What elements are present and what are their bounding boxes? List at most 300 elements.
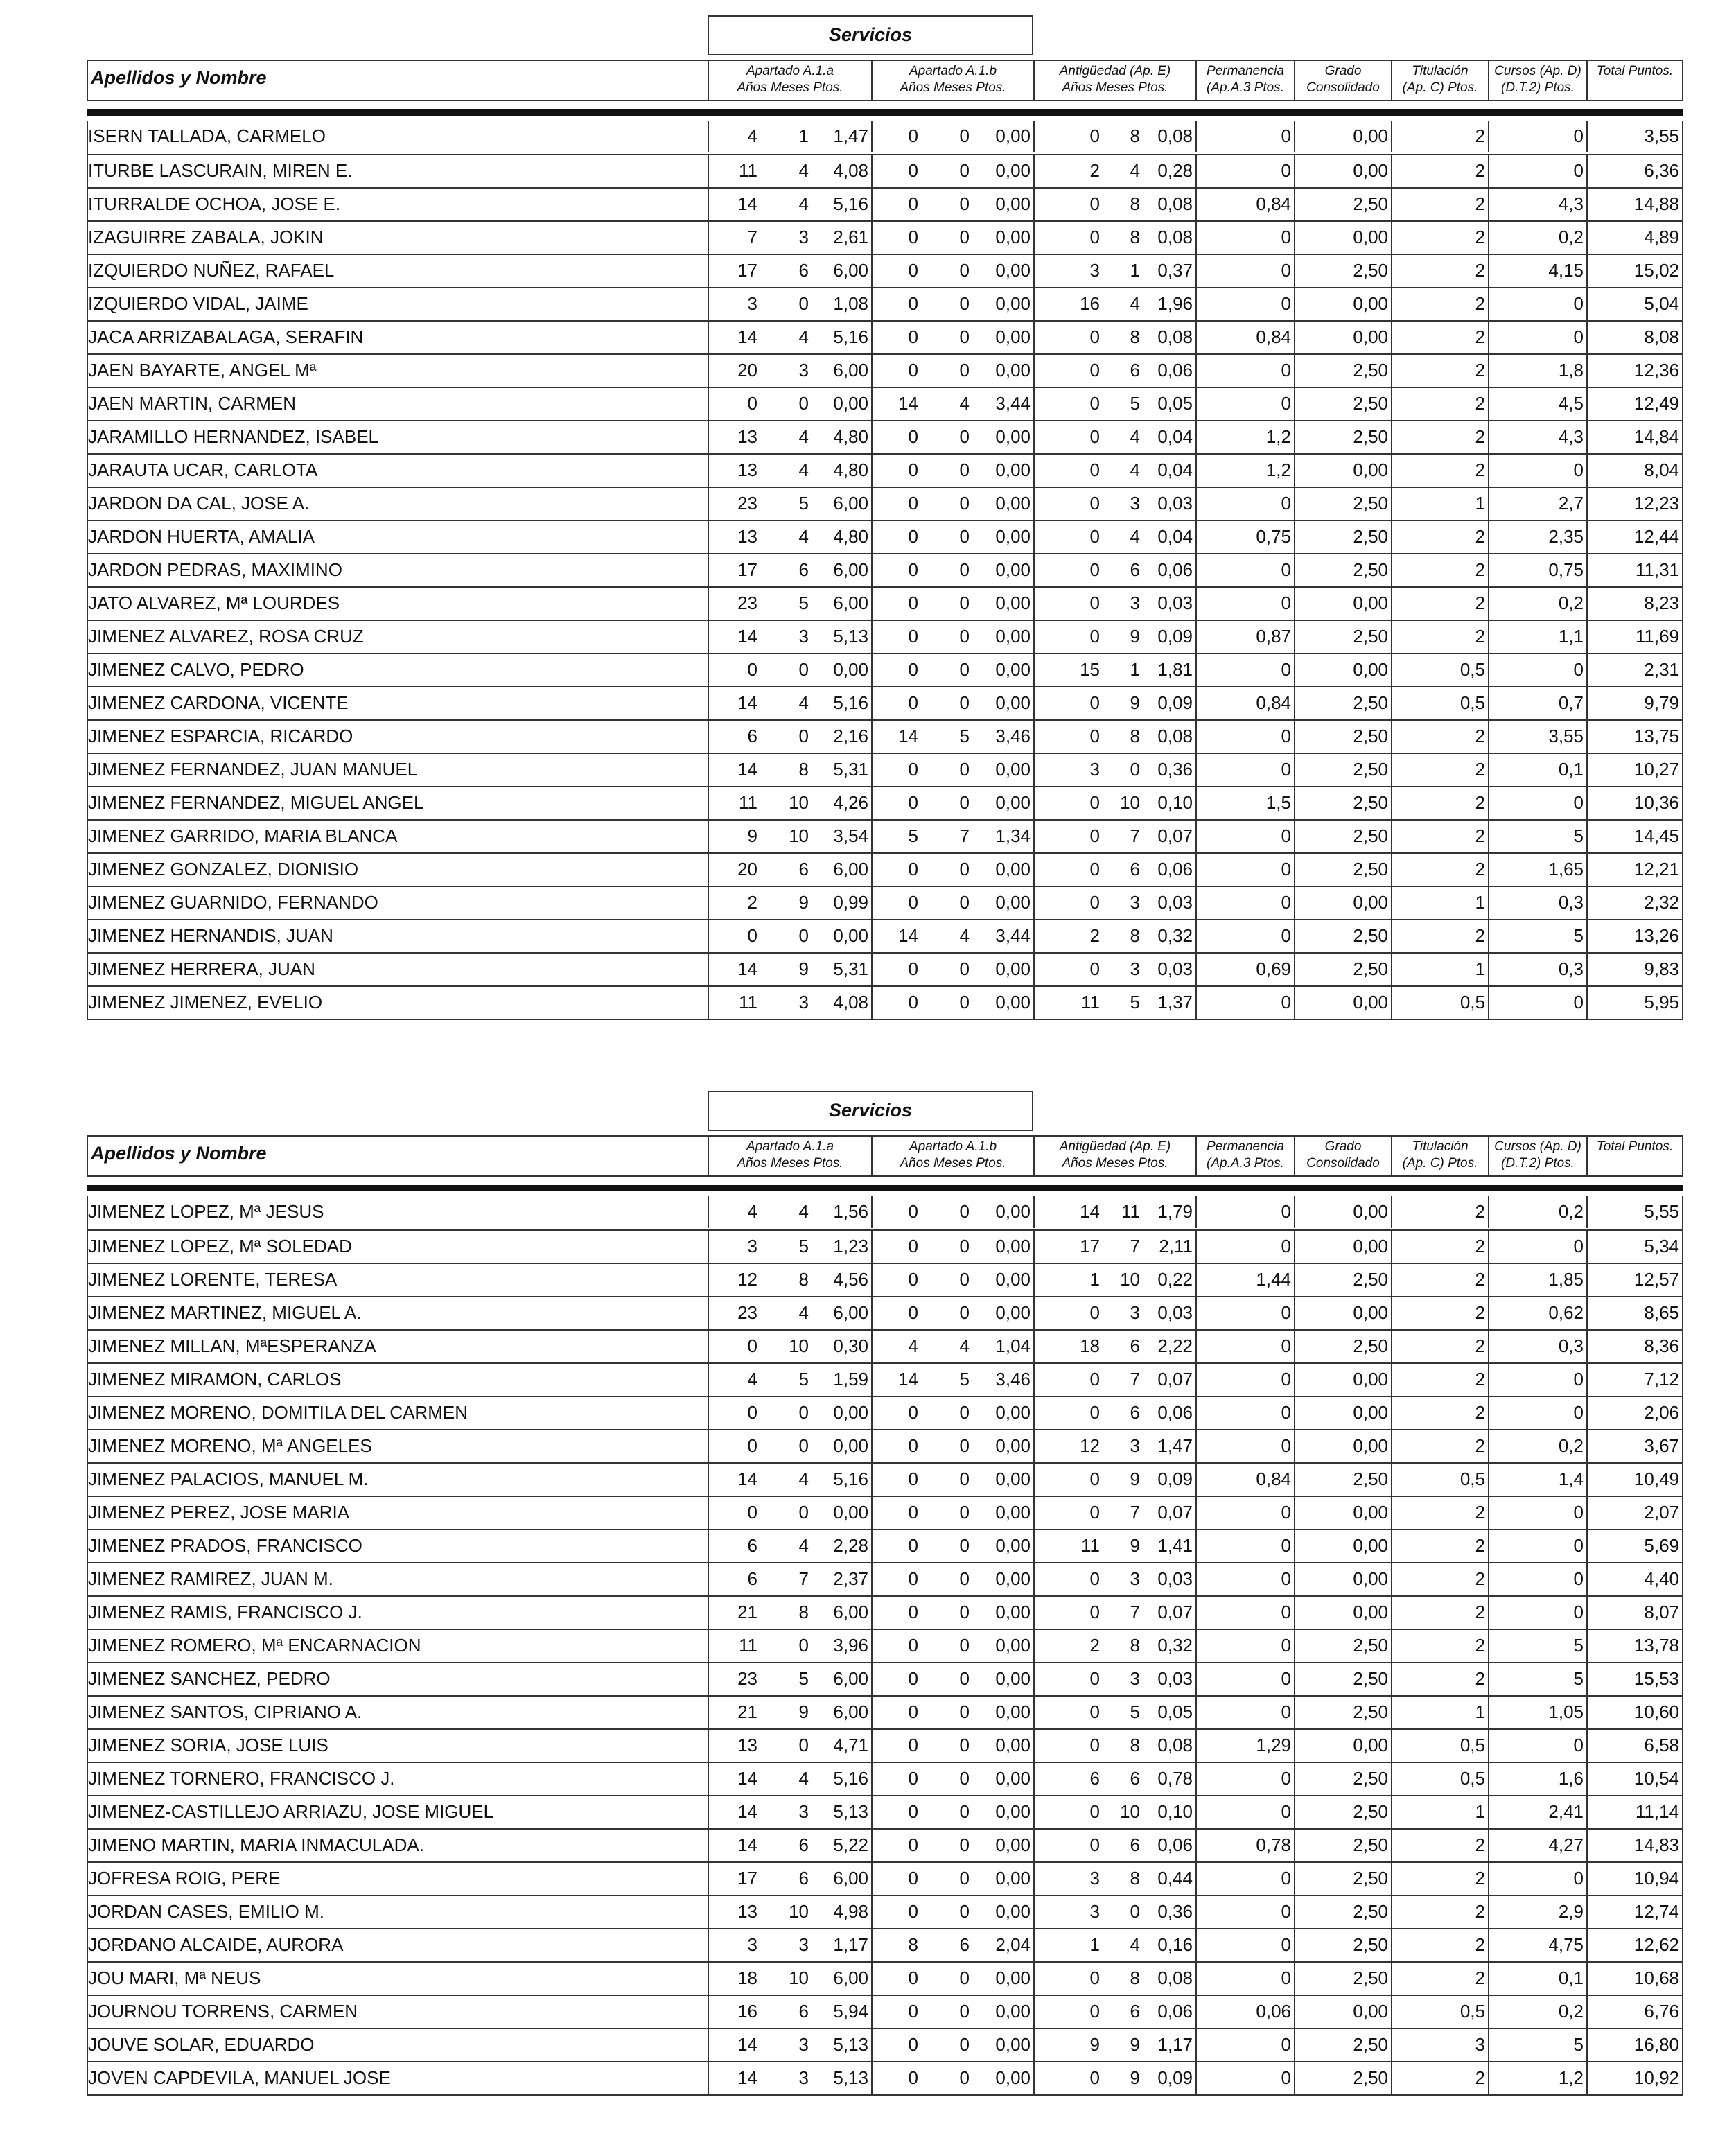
servicios-header: Servicios xyxy=(708,1091,1033,1131)
a1b-months-cell: 0 xyxy=(959,1435,970,1456)
cursos-cell: 5 xyxy=(1488,1630,1586,1662)
table-row xyxy=(88,1529,1682,1562)
a1a-months-cell: 6 xyxy=(798,859,809,879)
a1a-months-cell: 4 xyxy=(798,160,809,181)
table-row xyxy=(88,1263,1682,1296)
a1b-points-cell: 0,00 xyxy=(995,1868,1031,1888)
total-cell: 8,36 xyxy=(1586,1331,1682,1362)
cursos-cell: 1,05 xyxy=(1488,1697,1586,1728)
a1b-points-cell: 3,44 xyxy=(995,925,1031,946)
total-cell: 6,76 xyxy=(1586,1996,1682,2028)
a1b-months-cell: 0 xyxy=(959,1768,970,1789)
a1b-points-cell: 0,00 xyxy=(995,526,1031,547)
col-cursos-header: Cursos (Ap. D) (D.T.2) Ptos. xyxy=(1488,61,1586,100)
grado-cell: 2,50 xyxy=(1294,787,1391,819)
total-cell: 8,23 xyxy=(1586,588,1682,620)
name-cell: JIMENEZ GUARNIDO, FERNANDO xyxy=(88,892,378,913)
table-row xyxy=(88,520,1682,553)
name-cell: JIMENEZ LORENTE, TERESA xyxy=(88,1269,338,1290)
total-cell: 8,65 xyxy=(1586,1297,1682,1329)
a1b-months-cell: 6 xyxy=(959,1934,970,1955)
a1a-months-cell: 0 xyxy=(798,1435,809,1456)
grado-cell: 2,50 xyxy=(1294,1630,1391,1662)
a1a-points-cell: 3,96 xyxy=(833,1635,868,1656)
col-total-header: Total Puntos. xyxy=(1586,61,1682,100)
a1b-months-cell: 0 xyxy=(959,2034,970,2055)
a1a-points-cell: 0,00 xyxy=(833,1402,868,1423)
grado-cell: 0,00 xyxy=(1294,1297,1391,1329)
total-cell: 14,45 xyxy=(1586,821,1682,852)
permanencia-cell: 0 xyxy=(1195,1196,1294,1228)
cursos-cell: 5 xyxy=(1488,1663,1586,1695)
table-row xyxy=(88,1828,1682,1861)
antig-points-cell: 0,28 xyxy=(1157,160,1193,181)
permanencia-cell: 0 xyxy=(1195,1796,1294,1828)
a1b-points-cell: 2,04 xyxy=(995,1934,1031,1955)
a1b-months-cell: 0 xyxy=(959,593,970,613)
grado-cell: 0,00 xyxy=(1294,1996,1391,2028)
grado-cell: 0,00 xyxy=(1294,1196,1391,1228)
table-row xyxy=(88,553,1682,586)
antig-points-cell: 0,06 xyxy=(1157,360,1193,380)
antig-years-cell: 0 xyxy=(1033,1597,1103,1629)
a1b-years-cell: 5 xyxy=(871,821,921,852)
antig-months-cell: 8 xyxy=(1130,1967,1140,1988)
a1a-points-cell: 5,16 xyxy=(833,326,868,347)
a1b-months-cell: 0 xyxy=(959,326,970,347)
a1a-months-cell: 10 xyxy=(789,1335,809,1356)
a1b-months-cell: 0 xyxy=(959,1735,970,1755)
a1b-months-cell: 4 xyxy=(959,1335,970,1356)
a1a-points-cell: 6,00 xyxy=(833,1668,868,1689)
grado-cell: 0,00 xyxy=(1294,1430,1391,1462)
total-cell: 6,58 xyxy=(1586,1730,1682,1762)
name-cell: JARAUTA UCAR, CARLOTA xyxy=(88,459,318,480)
cursos-cell: 0 xyxy=(1488,1397,1586,1429)
cursos-cell: 4,3 xyxy=(1488,421,1586,453)
a1a-years-cell: 14 xyxy=(708,1830,760,1861)
antig-months-cell: 7 xyxy=(1130,1369,1140,1390)
a1a-years-cell: 6 xyxy=(708,721,760,753)
table-row xyxy=(88,353,1682,387)
a1b-points-cell: 0,00 xyxy=(995,1269,1031,1290)
a1b-points-cell: 0,00 xyxy=(995,1735,1031,1755)
a1b-points-cell: 0,00 xyxy=(995,1768,1031,1789)
grado-cell: 2,50 xyxy=(1294,621,1391,653)
total-cell: 12,23 xyxy=(1586,488,1682,520)
total-cell: 5,69 xyxy=(1586,1530,1682,1562)
table-row xyxy=(88,1928,1682,1961)
antig-points-cell: 0,32 xyxy=(1157,925,1193,946)
table-row xyxy=(88,1895,1682,1928)
table-row xyxy=(88,952,1682,985)
a1b-months-cell: 0 xyxy=(959,1668,970,1689)
name-cell: JIMENEZ PRADOS, FRANCISCO xyxy=(88,1535,362,1556)
name-cell: JOVEN CAPDEVILA, MANUEL JOSE xyxy=(88,2067,391,2088)
col-grado-header: Grado Consolidado xyxy=(1294,1137,1391,1175)
permanencia-cell: 0 xyxy=(1195,2029,1294,2061)
grado-cell: 0,00 xyxy=(1294,121,1391,152)
name-cell: JIMENEZ TORNERO, FRANCISCO J. xyxy=(88,1768,395,1789)
permanencia-cell: 1,5 xyxy=(1195,787,1294,819)
name-cell: JIMENEZ HERRERA, JUAN xyxy=(88,958,315,979)
a1b-months-cell: 0 xyxy=(959,992,970,1013)
name-cell: JOURNOU TORRENS, CARMEN xyxy=(88,2001,358,2022)
a1a-points-cell: 4,80 xyxy=(833,526,868,547)
permanencia-cell: 0 xyxy=(1195,1663,1294,1695)
name-cell: JIMENEZ GONZALEZ, DIONISIO xyxy=(88,859,359,879)
permanencia-cell: 0 xyxy=(1195,2062,1294,2094)
titulacion-cell: 2 xyxy=(1391,388,1488,420)
antig-months-cell: 8 xyxy=(1130,726,1140,746)
a1a-points-cell: 0,00 xyxy=(833,1435,868,1456)
antig-months-cell: 1 xyxy=(1130,659,1140,680)
table-row xyxy=(88,819,1682,852)
total-cell: 4,89 xyxy=(1586,222,1682,254)
grado-cell: 2,50 xyxy=(1294,687,1391,719)
titulacion-cell: 2 xyxy=(1391,121,1488,152)
a1b-years-cell: 14 xyxy=(871,388,921,420)
cursos-cell: 0,2 xyxy=(1488,1996,1586,2028)
a1b-years-cell: 0 xyxy=(871,954,921,985)
a1a-years-cell: 20 xyxy=(708,355,760,387)
col-titulacion-header: Titulación (Ap. C) Ptos. xyxy=(1391,1137,1488,1175)
cursos-cell: 1,6 xyxy=(1488,1763,1586,1795)
permanencia-cell: 1,2 xyxy=(1195,455,1294,487)
antig-months-cell: 9 xyxy=(1130,626,1140,647)
antig-years-cell: 0 xyxy=(1033,121,1103,152)
a1b-months-cell: 0 xyxy=(959,260,970,281)
a1a-years-cell: 20 xyxy=(708,854,760,886)
a1b-points-cell: 0,00 xyxy=(995,2067,1031,2088)
a1a-points-cell: 6,00 xyxy=(833,1967,868,1988)
total-cell: 14,84 xyxy=(1586,421,1682,453)
a1b-points-cell: 0,00 xyxy=(995,1801,1031,1822)
antig-years-cell: 1 xyxy=(1033,1264,1103,1296)
titulacion-cell: 2 xyxy=(1391,1264,1488,1296)
a1b-years-cell: 0 xyxy=(871,189,921,220)
total-cell: 2,07 xyxy=(1586,1497,1682,1529)
total-cell: 11,69 xyxy=(1586,621,1682,653)
cursos-cell: 0 xyxy=(1488,1497,1586,1529)
cursos-cell: 0 xyxy=(1488,987,1586,1019)
permanencia-cell: 1,44 xyxy=(1195,1264,1294,1296)
a1a-months-cell: 3 xyxy=(798,1801,809,1822)
a1b-years-cell: 0 xyxy=(871,355,921,387)
a1a-points-cell: 5,16 xyxy=(833,1469,868,1489)
a1b-years-cell: 0 xyxy=(871,654,921,686)
name-cell: JIMENEZ SORIA, JOSE LUIS xyxy=(88,1735,328,1755)
a1a-years-cell: 11 xyxy=(708,987,760,1019)
a1a-months-cell: 5 xyxy=(798,593,809,613)
table-row xyxy=(88,1961,1682,1995)
a1a-years-cell: 14 xyxy=(708,1464,760,1496)
a1a-points-cell: 4,08 xyxy=(833,992,868,1013)
a1b-years-cell: 0 xyxy=(871,621,921,653)
antig-months-cell: 7 xyxy=(1130,1502,1140,1523)
table-row xyxy=(88,985,1682,1019)
antig-months-cell: 8 xyxy=(1130,125,1140,146)
table-row xyxy=(88,753,1682,786)
cursos-cell: 0,7 xyxy=(1488,687,1586,719)
antig-points-cell: 0,03 xyxy=(1157,593,1193,613)
a1b-points-cell: 0,00 xyxy=(995,1568,1031,1589)
a1b-years-cell: 0 xyxy=(871,121,921,152)
name-cell: JORDAN CASES, EMILIO M. xyxy=(88,1901,324,1922)
name-cell: JOFRESA ROIG, PERE xyxy=(88,1868,281,1888)
permanencia-cell: 0 xyxy=(1195,1597,1294,1629)
a1a-points-cell: 2,37 xyxy=(833,1568,868,1589)
titulacion-cell: 0,5 xyxy=(1391,987,1488,1019)
total-cell: 12,57 xyxy=(1586,1264,1682,1296)
antig-months-cell: 3 xyxy=(1130,1668,1140,1689)
antig-points-cell: 0,06 xyxy=(1157,1402,1193,1423)
a1b-years-cell: 0 xyxy=(871,1430,921,1462)
a1b-years-cell: 14 xyxy=(871,920,921,952)
antig-points-cell: 0,08 xyxy=(1157,193,1193,214)
permanencia-cell: 0 xyxy=(1195,1896,1294,1928)
a1a-months-cell: 4 xyxy=(798,1768,809,1789)
antig-years-cell: 15 xyxy=(1033,654,1103,686)
total-cell: 12,21 xyxy=(1586,854,1682,886)
cursos-cell: 4,5 xyxy=(1488,388,1586,420)
titulacion-cell: 2 xyxy=(1391,1563,1488,1595)
antig-months-cell: 6 xyxy=(1130,1834,1140,1855)
a1a-years-cell: 13 xyxy=(708,521,760,553)
a1a-months-cell: 4 xyxy=(798,692,809,713)
titulacion-cell: 2 xyxy=(1391,721,1488,753)
a1b-years-cell: 0 xyxy=(871,2062,921,2094)
total-cell: 5,95 xyxy=(1586,987,1682,1019)
antig-points-cell: 0,09 xyxy=(1157,2067,1193,2088)
permanencia-cell: 0 xyxy=(1195,255,1294,287)
permanencia-cell: 0,84 xyxy=(1195,1464,1294,1496)
servicios-header: Servicios xyxy=(708,15,1033,55)
cursos-cell: 0,2 xyxy=(1488,1196,1586,1228)
a1a-months-cell: 5 xyxy=(798,1369,809,1390)
antig-years-cell: 0 xyxy=(1033,1663,1103,1695)
titulacion-cell: 2 xyxy=(1391,421,1488,453)
name-cell: JARDON DA CAL, JOSE A. xyxy=(88,493,310,514)
grado-cell: 2,50 xyxy=(1294,1763,1391,1795)
a1a-years-cell: 11 xyxy=(708,155,760,187)
a1b-years-cell: 0 xyxy=(871,1497,921,1529)
a1a-points-cell: 0,00 xyxy=(833,925,868,946)
grado-cell: 2,50 xyxy=(1294,488,1391,520)
a1b-points-cell: 0,00 xyxy=(995,1469,1031,1489)
table-row xyxy=(88,287,1682,320)
a1a-points-cell: 6,00 xyxy=(833,1602,868,1622)
antig-years-cell: 0 xyxy=(1033,189,1103,220)
antig-years-cell: 0 xyxy=(1033,322,1103,353)
permanencia-cell: 0 xyxy=(1195,121,1294,152)
a1b-points-cell: 3,44 xyxy=(995,393,1031,414)
grado-cell: 2,50 xyxy=(1294,255,1391,287)
a1a-months-cell: 0 xyxy=(798,1635,809,1656)
a1b-points-cell: 0,00 xyxy=(995,493,1031,514)
antig-years-cell: 3 xyxy=(1033,255,1103,287)
a1b-months-cell: 0 xyxy=(959,1901,970,1922)
antig-points-cell: 0,22 xyxy=(1157,1269,1193,1290)
antig-years-cell: 0 xyxy=(1033,1563,1103,1595)
table-row xyxy=(88,1728,1682,1762)
a1b-months-cell: 0 xyxy=(959,1602,970,1622)
a1a-months-cell: 1 xyxy=(798,125,809,146)
antig-months-cell: 3 xyxy=(1130,593,1140,613)
antig-years-cell: 0 xyxy=(1033,588,1103,620)
total-cell: 16,80 xyxy=(1586,2029,1682,2061)
a1b-points-cell: 0,00 xyxy=(995,1502,1031,1523)
header-divider xyxy=(87,1185,1683,1191)
a1b-points-cell: 0,00 xyxy=(995,1668,1031,1689)
cursos-cell: 0,1 xyxy=(1488,754,1586,786)
cursos-cell: 0 xyxy=(1488,787,1586,819)
a1a-points-cell: 0,00 xyxy=(833,393,868,414)
table-row xyxy=(88,1762,1682,1795)
a1b-years-cell: 0 xyxy=(871,1563,921,1595)
cursos-cell: 5 xyxy=(1488,2029,1586,2061)
antig-points-cell: 1,41 xyxy=(1157,1535,1193,1556)
total-cell: 14,83 xyxy=(1586,1830,1682,1861)
a1a-points-cell: 6,00 xyxy=(833,493,868,514)
titulacion-cell: 2 xyxy=(1391,222,1488,254)
a1a-months-cell: 6 xyxy=(798,1868,809,1888)
antig-points-cell: 0,08 xyxy=(1157,726,1193,746)
table-row xyxy=(88,1629,1682,1662)
a1a-months-cell: 0 xyxy=(798,726,809,746)
a1b-years-cell: 0 xyxy=(871,1963,921,1995)
table-row xyxy=(88,1595,1682,1629)
a1a-years-cell: 13 xyxy=(708,1896,760,1928)
antig-points-cell: 0,03 xyxy=(1157,493,1193,514)
a1b-points-cell: 0,00 xyxy=(995,1435,1031,1456)
antig-years-cell: 16 xyxy=(1033,288,1103,320)
antig-points-cell: 1,79 xyxy=(1157,1201,1193,1222)
antig-years-cell: 2 xyxy=(1033,155,1103,187)
a1b-points-cell: 0,00 xyxy=(995,859,1031,879)
a1b-months-cell: 0 xyxy=(959,1402,970,1423)
permanencia-cell: 1,2 xyxy=(1195,421,1294,453)
antig-years-cell: 3 xyxy=(1033,1896,1103,1928)
a1a-months-cell: 3 xyxy=(798,2034,809,2055)
a1b-points-cell: 1,04 xyxy=(995,1335,1031,1356)
antig-points-cell: 0,04 xyxy=(1157,526,1193,547)
table-row xyxy=(88,1429,1682,1462)
total-cell: 2,32 xyxy=(1586,887,1682,919)
titulacion-cell: 2 xyxy=(1391,1231,1488,1263)
cursos-cell: 0 xyxy=(1488,155,1586,187)
antig-months-cell: 4 xyxy=(1130,293,1140,314)
antig-years-cell: 11 xyxy=(1033,1530,1103,1562)
titulacion-cell: 2 xyxy=(1391,1630,1488,1662)
a1b-years-cell: 0 xyxy=(871,1730,921,1762)
antig-points-cell: 0,03 xyxy=(1157,1568,1193,1589)
antig-months-cell: 0 xyxy=(1130,759,1140,780)
name-cell: JIMENEZ CARDONA, VICENTE xyxy=(88,692,349,713)
titulacion-cell: 2 xyxy=(1391,255,1488,287)
titulacion-cell: 2 xyxy=(1391,1663,1488,1695)
a1b-months-cell: 0 xyxy=(959,1469,970,1489)
titulacion-cell: 1 xyxy=(1391,954,1488,985)
a1a-years-cell: 23 xyxy=(708,588,760,620)
a1b-years-cell: 0 xyxy=(871,588,921,620)
name-cell: JIMENEZ ROMERO, Mª ENCARNACION xyxy=(88,1635,421,1656)
name-cell: JARDON HUERTA, AMALIA xyxy=(88,526,315,547)
cursos-cell: 3,55 xyxy=(1488,721,1586,753)
titulacion-cell: 2 xyxy=(1391,1530,1488,1562)
a1a-years-cell: 23 xyxy=(708,1297,760,1329)
grado-cell: 2,50 xyxy=(1294,2029,1391,2061)
antig-months-cell: 3 xyxy=(1130,1435,1140,1456)
name-cell: JIMENEZ FERNANDEZ, JUAN MANUEL xyxy=(88,759,418,780)
grado-cell: 0,00 xyxy=(1294,222,1391,254)
a1a-years-cell: 4 xyxy=(708,121,760,152)
a1a-years-cell: 14 xyxy=(708,2029,760,2061)
total-cell: 10,27 xyxy=(1586,754,1682,786)
a1a-years-cell: 17 xyxy=(708,554,760,586)
a1a-years-cell: 0 xyxy=(708,920,760,952)
table-row xyxy=(88,886,1682,919)
table-row xyxy=(88,719,1682,753)
a1a-years-cell: 23 xyxy=(708,488,760,520)
a1a-months-cell: 0 xyxy=(798,1502,809,1523)
grado-cell: 2,50 xyxy=(1294,854,1391,886)
antig-months-cell: 6 xyxy=(1130,559,1140,580)
a1a-points-cell: 1,59 xyxy=(833,1369,868,1390)
antig-points-cell: 0,06 xyxy=(1157,859,1193,879)
permanencia-cell: 0 xyxy=(1195,1763,1294,1795)
a1b-points-cell: 0,00 xyxy=(995,293,1031,314)
a1a-points-cell: 4,56 xyxy=(833,1269,868,1290)
antig-years-cell: 0 xyxy=(1033,1397,1103,1429)
a1b-points-cell: 0,00 xyxy=(995,227,1031,247)
antig-months-cell: 4 xyxy=(1130,1934,1140,1955)
a1a-years-cell: 18 xyxy=(708,1963,760,1995)
table-row xyxy=(88,487,1682,520)
permanencia-cell: 0 xyxy=(1195,887,1294,919)
a1a-points-cell: 4,26 xyxy=(833,792,868,813)
a1a-points-cell: 1,23 xyxy=(833,1236,868,1256)
name-cell: JIMENEZ PALACIOS, MANUEL M. xyxy=(88,1469,369,1489)
titulacion-cell: 2 xyxy=(1391,189,1488,220)
total-cell: 15,02 xyxy=(1586,255,1682,287)
name-cell: IZAGUIRRE ZABALA, JOKIN xyxy=(88,227,324,247)
a1a-points-cell: 4,80 xyxy=(833,426,868,447)
cursos-cell: 4,3 xyxy=(1488,189,1586,220)
a1b-years-cell: 0 xyxy=(871,1630,921,1662)
antig-years-cell: 0 xyxy=(1033,521,1103,553)
permanencia-cell: 0 xyxy=(1195,754,1294,786)
grado-cell: 2,50 xyxy=(1294,421,1391,453)
table-row xyxy=(88,121,1682,154)
titulacion-cell: 2 xyxy=(1391,355,1488,387)
total-cell: 13,78 xyxy=(1586,1630,1682,1662)
col-a1a-header: Apartado A.1.a Años Meses Ptos. xyxy=(708,61,871,100)
a1b-points-cell: 0,00 xyxy=(995,1535,1031,1556)
total-cell: 9,83 xyxy=(1586,954,1682,985)
col-cursos-header: Cursos (Ap. D) (D.T.2) Ptos. xyxy=(1488,1137,1586,1175)
cursos-cell: 0 xyxy=(1488,1364,1586,1396)
antig-points-cell: 0,08 xyxy=(1157,1967,1193,1988)
a1b-points-cell: 0,00 xyxy=(995,1602,1031,1622)
grado-cell: 0,00 xyxy=(1294,1563,1391,1595)
total-cell: 4,40 xyxy=(1586,1563,1682,1595)
cursos-cell: 1,1 xyxy=(1488,621,1586,653)
a1a-months-cell: 4 xyxy=(798,1535,809,1556)
grado-cell: 2,50 xyxy=(1294,1663,1391,1695)
a1a-months-cell: 0 xyxy=(798,293,809,314)
cursos-cell: 0 xyxy=(1488,654,1586,686)
